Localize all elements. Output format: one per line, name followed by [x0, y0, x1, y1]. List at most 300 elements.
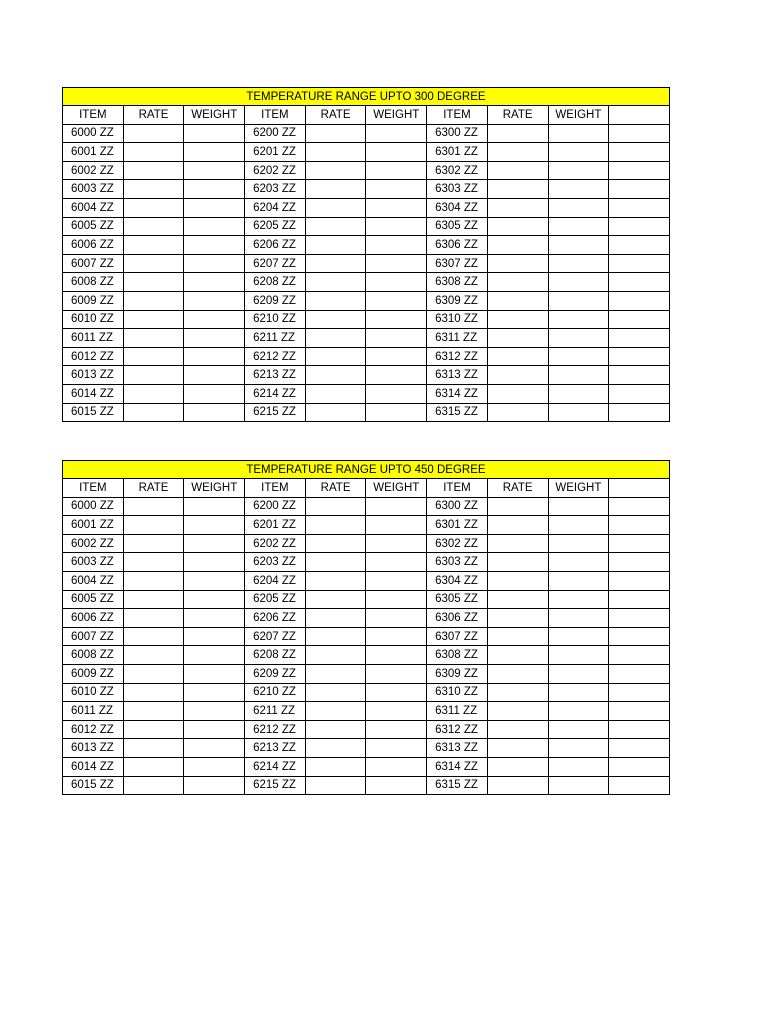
table-cell: [123, 217, 184, 236]
table-row: [63, 683, 670, 702]
table-cell: [366, 646, 427, 665]
table-row: [63, 664, 670, 683]
table-cell: [184, 310, 245, 329]
table-cell: 6015 ZZ: [63, 403, 124, 422]
table-cell: [184, 273, 245, 292]
table-cell: 6200 ZZ: [245, 497, 306, 516]
table-cell: [305, 198, 366, 217]
table-cell: [305, 720, 366, 739]
table-cell: [123, 366, 184, 385]
table-cell: [487, 739, 548, 758]
table-cell: 6301 ZZ: [427, 143, 488, 162]
table-cell: [123, 236, 184, 255]
table-cell: [609, 683, 670, 702]
table-cell: [548, 180, 609, 199]
table-cell: [123, 254, 184, 273]
table-cell: 6012 ZZ: [63, 720, 124, 739]
table-cell: 6004 ZZ: [63, 571, 124, 590]
table-cell: [548, 273, 609, 292]
table-cell: 6309 ZZ: [427, 291, 488, 310]
table-row: [63, 180, 670, 199]
table-cell: [184, 143, 245, 162]
table-cell: [366, 124, 427, 143]
table-cell: [487, 198, 548, 217]
table-cell: 6214 ZZ: [245, 384, 306, 403]
table-cell: [548, 646, 609, 665]
table-cell: [609, 702, 670, 721]
table-cell: 6005 ZZ: [63, 590, 124, 609]
table-cell: 6306 ZZ: [427, 609, 488, 628]
table-cell: 6002 ZZ: [63, 534, 124, 553]
column-header: RATE: [487, 479, 548, 498]
table-cell: 6312 ZZ: [427, 720, 488, 739]
table-cell: [123, 273, 184, 292]
table-cell: [366, 497, 427, 516]
table-cell: 6205 ZZ: [245, 217, 306, 236]
table-cell: [305, 609, 366, 628]
table-cell: [548, 627, 609, 646]
table-row: [63, 236, 670, 255]
table-title: TEMPERATURE RANGE UPTO 450 DEGREE: [63, 461, 670, 479]
column-header: [609, 479, 670, 498]
table-cell: [305, 571, 366, 590]
table-cell: [123, 516, 184, 535]
table-cell: 6302 ZZ: [427, 161, 488, 180]
table-cell: [305, 664, 366, 683]
table-cell: 6203 ZZ: [245, 553, 306, 572]
table-row: [63, 384, 670, 403]
table-cell: [487, 646, 548, 665]
table-cell: [487, 553, 548, 572]
table-cell: [305, 683, 366, 702]
table-row: [63, 553, 670, 572]
table-cell: 6001 ZZ: [63, 143, 124, 162]
table-row: [63, 310, 670, 329]
table-cell: [123, 403, 184, 422]
table-cell: [609, 609, 670, 628]
table-cell: [609, 310, 670, 329]
table-cell: 6303 ZZ: [427, 553, 488, 572]
table-cell: [123, 776, 184, 795]
table-cell: [609, 534, 670, 553]
table-cell: [305, 291, 366, 310]
table-row: [63, 646, 670, 665]
column-header: ITEM: [427, 106, 488, 125]
table-cell: 6002 ZZ: [63, 161, 124, 180]
table-cell: [609, 180, 670, 199]
table-cell: 6010 ZZ: [63, 310, 124, 329]
table-cell: 6209 ZZ: [245, 664, 306, 683]
table-cell: [609, 497, 670, 516]
table-row: [63, 273, 670, 292]
table-cell: [487, 384, 548, 403]
table-cell: [366, 217, 427, 236]
table-cell: [366, 236, 427, 255]
table-cell: [123, 739, 184, 758]
table-cell: [305, 646, 366, 665]
table-cell: [487, 347, 548, 366]
table-row: [63, 497, 670, 516]
table-row: [63, 291, 670, 310]
table-cell: [487, 329, 548, 348]
table-cell: [184, 534, 245, 553]
table-cell: [487, 702, 548, 721]
table-cell: [548, 143, 609, 162]
table-cell: [305, 124, 366, 143]
table-cell: 6213 ZZ: [245, 366, 306, 385]
table-cell: [366, 310, 427, 329]
table-cell: [548, 124, 609, 143]
table-cell: [609, 739, 670, 758]
table-cell: [184, 720, 245, 739]
table-title: TEMPERATURE RANGE UPTO 300 DEGREE: [63, 88, 670, 106]
table-cell: [548, 198, 609, 217]
table-row: [63, 161, 670, 180]
column-header-row: [63, 106, 670, 125]
table-cell: [548, 384, 609, 403]
table-cell: 6304 ZZ: [427, 571, 488, 590]
table-cell: [366, 627, 427, 646]
table-cell: 6300 ZZ: [427, 124, 488, 143]
column-header: WEIGHT: [184, 106, 245, 125]
table-cell: [184, 590, 245, 609]
table-cell: [609, 664, 670, 683]
table-cell: [305, 236, 366, 255]
table-cell: 6013 ZZ: [63, 739, 124, 758]
table-cell: [305, 384, 366, 403]
table-cell: 6208 ZZ: [245, 646, 306, 665]
column-header: ITEM: [427, 479, 488, 498]
table-cell: [366, 571, 427, 590]
column-header: ITEM: [245, 106, 306, 125]
table-cell: [548, 590, 609, 609]
table-cell: [123, 143, 184, 162]
table-cell: [548, 534, 609, 553]
table-cell: [366, 180, 427, 199]
table-cell: [184, 403, 245, 422]
table-cell: [184, 180, 245, 199]
table-cell: [366, 757, 427, 776]
table-row: [63, 720, 670, 739]
table-cell: [184, 347, 245, 366]
table-cell: [487, 664, 548, 683]
table-cell: [184, 646, 245, 665]
table-cell: [548, 664, 609, 683]
table-cell: [305, 627, 366, 646]
table-cell: [366, 291, 427, 310]
column-header: RATE: [123, 479, 184, 498]
table-cell: [123, 310, 184, 329]
table-cell: [609, 329, 670, 348]
table-cell: 6010 ZZ: [63, 683, 124, 702]
table-cell: [123, 757, 184, 776]
table-cell: [366, 720, 427, 739]
table-cell: [548, 757, 609, 776]
table-cell: [609, 124, 670, 143]
table-cell: [609, 627, 670, 646]
table-cell: 6308 ZZ: [427, 646, 488, 665]
table-cell: 6001 ZZ: [63, 516, 124, 535]
table-cell: [123, 571, 184, 590]
table-cell: 6204 ZZ: [245, 571, 306, 590]
table-cell: [366, 347, 427, 366]
table-cell: 6305 ZZ: [427, 217, 488, 236]
table-cell: [609, 776, 670, 795]
table-cell: 6210 ZZ: [245, 683, 306, 702]
table-cell: [609, 516, 670, 535]
table-cell: [123, 627, 184, 646]
column-header: RATE: [487, 106, 548, 125]
table-row: [63, 124, 670, 143]
table-row: [63, 516, 670, 535]
table-cell: 6302 ZZ: [427, 534, 488, 553]
table-cell: [609, 291, 670, 310]
table-cell: [305, 534, 366, 553]
table-cell: [184, 609, 245, 628]
table-cell: 6012 ZZ: [63, 347, 124, 366]
table-cell: [305, 143, 366, 162]
table-cell: [366, 516, 427, 535]
table-cell: [548, 347, 609, 366]
table-cell: 6014 ZZ: [63, 384, 124, 403]
table-cell: [548, 720, 609, 739]
table-cell: 6300 ZZ: [427, 497, 488, 516]
table-cell: [184, 571, 245, 590]
table-cell: [305, 366, 366, 385]
table-cell: [609, 590, 670, 609]
table-cell: 6203 ZZ: [245, 180, 306, 199]
table-cell: 6204 ZZ: [245, 198, 306, 217]
column-header: WEIGHT: [366, 479, 427, 498]
table-row: [63, 627, 670, 646]
table-cell: 6206 ZZ: [245, 236, 306, 255]
table-row: [63, 217, 670, 236]
table-row: [63, 143, 670, 162]
table-cell: [548, 291, 609, 310]
table-cell: 6313 ZZ: [427, 366, 488, 385]
table-cell: [123, 329, 184, 348]
table-cell: 6206 ZZ: [245, 609, 306, 628]
table-cell: [184, 329, 245, 348]
table-cell: 6009 ZZ: [63, 291, 124, 310]
table-cell: 6200 ZZ: [245, 124, 306, 143]
table-cell: [123, 497, 184, 516]
table-cell: [609, 254, 670, 273]
table-cell: 6315 ZZ: [427, 403, 488, 422]
table-cell: [305, 217, 366, 236]
table-cell: 6209 ZZ: [245, 291, 306, 310]
table-cell: [609, 273, 670, 292]
table-cell: [487, 627, 548, 646]
table-cell: 6307 ZZ: [427, 254, 488, 273]
table-cell: [548, 310, 609, 329]
column-header: WEIGHT: [366, 106, 427, 125]
table-cell: 6000 ZZ: [63, 497, 124, 516]
table-row: [63, 739, 670, 758]
table-cell: 6310 ZZ: [427, 683, 488, 702]
table-cell: [366, 161, 427, 180]
table-cell: 6202 ZZ: [245, 534, 306, 553]
table-cell: [487, 254, 548, 273]
table-cell: [366, 683, 427, 702]
column-header: WEIGHT: [548, 479, 609, 498]
table-row: [63, 254, 670, 273]
table-cell: [548, 236, 609, 255]
table-cell: 6210 ZZ: [245, 310, 306, 329]
table-title-row: [63, 88, 670, 106]
table-cell: 6201 ZZ: [245, 143, 306, 162]
table-cell: [609, 403, 670, 422]
table-cell: [305, 347, 366, 366]
table-cell: [487, 366, 548, 385]
table-cell: [123, 702, 184, 721]
table-cell: [184, 217, 245, 236]
table-cell: [609, 217, 670, 236]
table-cell: 6311 ZZ: [427, 329, 488, 348]
table-cell: [487, 534, 548, 553]
table-cell: 6011 ZZ: [63, 702, 124, 721]
table-cell: [548, 366, 609, 385]
table-cell: [184, 384, 245, 403]
table-cell: [184, 236, 245, 255]
table-cell: [123, 291, 184, 310]
table-cell: [548, 776, 609, 795]
table-cell: [609, 646, 670, 665]
table-cell: 6303 ZZ: [427, 180, 488, 199]
table-cell: [487, 757, 548, 776]
table-cell: [184, 683, 245, 702]
table-cell: [609, 161, 670, 180]
table-cell: 6215 ZZ: [245, 403, 306, 422]
table-cell: [609, 347, 670, 366]
table-cell: 6202 ZZ: [245, 161, 306, 180]
table-cell: [487, 143, 548, 162]
table-cell: [548, 403, 609, 422]
table-cell: [184, 161, 245, 180]
table-cell: [609, 720, 670, 739]
table-cell: 6211 ZZ: [245, 329, 306, 348]
table-cell: [548, 553, 609, 572]
table-cell: [609, 143, 670, 162]
table-cell: [123, 161, 184, 180]
table-cell: [548, 739, 609, 758]
table-cell: [548, 571, 609, 590]
table-cell: [305, 702, 366, 721]
table-cell: [305, 757, 366, 776]
table-cell: [487, 720, 548, 739]
table-cell: 6307 ZZ: [427, 627, 488, 646]
table-cell: 6315 ZZ: [427, 776, 488, 795]
table-cell: [366, 664, 427, 683]
table-row: [63, 534, 670, 553]
table-cell: [184, 757, 245, 776]
table-cell: [548, 702, 609, 721]
table-cell: [366, 273, 427, 292]
price-table-300-degree: [62, 87, 670, 422]
table-cell: 6212 ZZ: [245, 720, 306, 739]
table-cell: [366, 590, 427, 609]
table-cell: 6212 ZZ: [245, 347, 306, 366]
table-cell: 6007 ZZ: [63, 627, 124, 646]
table-cell: 6305 ZZ: [427, 590, 488, 609]
table-cell: [366, 553, 427, 572]
table-cell: [609, 236, 670, 255]
table-cell: 6003 ZZ: [63, 180, 124, 199]
table-cell: [487, 161, 548, 180]
table-cell: [548, 329, 609, 348]
table-title-row: [63, 461, 670, 479]
table-cell: [184, 198, 245, 217]
table-cell: [123, 534, 184, 553]
table-cell: 6311 ZZ: [427, 702, 488, 721]
table-cell: [609, 366, 670, 385]
table-cell: 6211 ZZ: [245, 702, 306, 721]
table-cell: [609, 384, 670, 403]
table-cell: [487, 180, 548, 199]
table-cell: [366, 702, 427, 721]
table-cell: [305, 329, 366, 348]
table-cell: [487, 683, 548, 702]
table-cell: [487, 124, 548, 143]
table-cell: 6214 ZZ: [245, 757, 306, 776]
table-cell: [609, 198, 670, 217]
table-cell: [184, 739, 245, 758]
table-cell: [609, 571, 670, 590]
table-cell: [305, 497, 366, 516]
table-cell: 6007 ZZ: [63, 254, 124, 273]
table-cell: 6000 ZZ: [63, 124, 124, 143]
table-cell: [123, 683, 184, 702]
table-cell: [305, 310, 366, 329]
table-row: [63, 702, 670, 721]
table-cell: 6310 ZZ: [427, 310, 488, 329]
table-cell: [123, 664, 184, 683]
table-cell: 6213 ZZ: [245, 739, 306, 758]
column-header: ITEM: [245, 479, 306, 498]
table-row: [63, 776, 670, 795]
table-cell: 6008 ZZ: [63, 646, 124, 665]
table-cell: [487, 310, 548, 329]
table-cell: [487, 291, 548, 310]
table-cell: [305, 516, 366, 535]
table-cell: 6006 ZZ: [63, 609, 124, 628]
table-cell: 6006 ZZ: [63, 236, 124, 255]
column-header: ITEM: [63, 479, 124, 498]
table-cell: [305, 254, 366, 273]
column-header: RATE: [305, 479, 366, 498]
table-cell: [366, 329, 427, 348]
table-cell: 6312 ZZ: [427, 347, 488, 366]
table-cell: [548, 683, 609, 702]
table-cell: [609, 757, 670, 776]
table-cell: [123, 646, 184, 665]
table-cell: [487, 273, 548, 292]
table-cell: [123, 609, 184, 628]
table-cell: [366, 776, 427, 795]
table-cell: [184, 124, 245, 143]
table-cell: 6308 ZZ: [427, 273, 488, 292]
price-table-450-degree: [62, 460, 670, 795]
table-cell: [609, 553, 670, 572]
table-cell: [487, 236, 548, 255]
table-cell: [487, 497, 548, 516]
table-cell: [548, 497, 609, 516]
table-cell: 6301 ZZ: [427, 516, 488, 535]
column-header: [609, 106, 670, 125]
table-cell: 6313 ZZ: [427, 739, 488, 758]
column-header: ITEM: [63, 106, 124, 125]
table-cell: [184, 702, 245, 721]
